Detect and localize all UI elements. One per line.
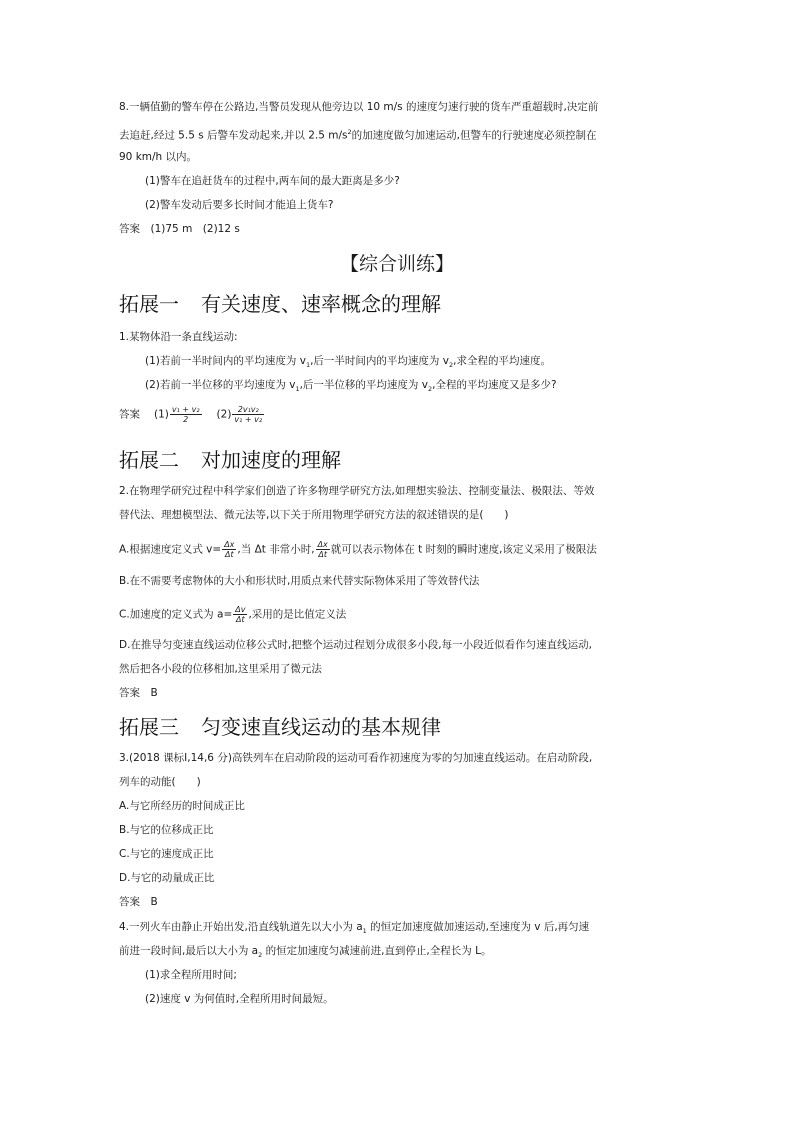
q8-line-1: 8.一辆值勤的警车停在公路边,当警员发现从他旁边以 10 m/s 的速度匀速行驶的货车严重超载时,决定前 xyxy=(119,101,599,113)
q8-part-2: (2)警车发动后要多长时间才能追上货车? xyxy=(145,199,334,211)
q4-part-1: (1)求全程所用时间; xyxy=(145,969,237,981)
q3-option-b: B.与它的位移成正比 xyxy=(119,824,214,836)
q3-answer: 答案 B xyxy=(119,896,158,908)
q3-option-c: C.与它的速度成正比 xyxy=(119,848,214,860)
q3-option-a: A.与它所经历的时间成正比 xyxy=(119,800,245,812)
q2-option-c: C.加速度的定义式为 a= $\frac{\Delta v}{\Delta t}$ ,采用的是比值定义法 xyxy=(119,605,347,624)
q2-option-a: A.根据速度定义式 v= $\frac{\Delta x}{\Delta t}$ ,当 Δt 非常小时, $\frac{\Delta x}{\Delta t}$ 就可以表示物体在 t 时刻的瞬时速度,该定义采用了极限法 xyxy=(119,540,597,559)
q2-option-d-line-2: 然后把各小段的位移相加,这里采用了微元法 xyxy=(119,663,322,675)
ext2-heading: 拓展二 对加速度的理解 xyxy=(119,448,341,472)
q2-answer: 答案 B xyxy=(119,687,158,699)
q2-option-b: B.在不需要考虑物体的大小和形状时,用质点来代替实际物体采用了等效替代法 xyxy=(119,575,480,587)
q4-part-2: (2)速度 v 为何值时,全程所用时间最短。 xyxy=(145,993,334,1005)
q8-answer: 答案 (1)75 m (2)12 s xyxy=(119,223,240,235)
q2-option-d-line-1: D.在推导匀变速直线运动位移公式时,把整个运动过程划分成很多小段,每一小段近似看作匀速直线运动, xyxy=(119,639,592,651)
q2-stem-line-1: 2.在物理学研究过程中科学家们创造了许多物理学研究方法,如理想实验法、控制变量法、极限法、等效 xyxy=(119,485,595,497)
section-title: 【综合训练】 xyxy=(339,253,454,275)
answer-fraction-1: $\frac{\text{v₁ + v₂}}{2}$ xyxy=(171,405,200,424)
q2-stem-line-2: 替代法、理想模型法、微元法等,以下关于所用物理学研究方法的叙述错误的是( ) xyxy=(119,509,509,521)
q4-stem-line-2: 前进一段时间,最后以大小为 $a_2$ 的恒定加速度匀减速前进,直到停止,全程长为 L。 xyxy=(119,945,492,960)
q1-part-2: (2)若前一半位移的平均速度为 $v_1$,后一半位移的平均速度为 $v_2$,全程的平均速度又是多少? xyxy=(145,379,557,394)
q3-stem-line-1: 3.(2018 课标Ⅰ,14,6 分)高铁列车在启动阶段的运动可看作初速度为零的匀加速直线运动。在启动阶段, xyxy=(119,752,593,764)
q1-part-1: (1)若前一半时间内的平均速度为 $v_1$,后一半时间内的平均速度为 $v_2$,求全程的平均速度。 xyxy=(145,355,551,370)
q8-line-3: 90 km/h 以内。 xyxy=(119,151,198,163)
answer-fraction-2: $\frac{\text{2v₁v₂}}{\text{v₁ + v₂}}$ xyxy=(234,405,263,424)
ext3-heading: 拓展三 匀变速直线运动的基本规律 xyxy=(119,715,441,739)
ext1-heading: 拓展一 有关速度、速率概念的理解 xyxy=(119,292,441,316)
q1-answer: 答案 (1) $\frac{\text{v₁ + v₂}}{2}$ (2) $\frac{\text{2v₁v₂}}{\text{v₁ + v₂}}$ xyxy=(119,405,263,424)
q8-part-1: (1)警车在追赶货车的过程中,两车间的最大距离是多少? xyxy=(145,175,400,187)
q8-line-2: 去追赶,经过 5.5 s 后警车发动起来,并以 2.5 $m/s^2$的加速度做匀加速运动,但警车的行驶速度必须控制在 xyxy=(119,128,597,142)
q4-stem-line-1: 4.一列火车由静止开始出发,沿直线轨道先以大小为 $a_1$ 的恒定加速度做加速运动,至速度为 v 后,再匀速 xyxy=(119,921,590,936)
q3-option-d: D.与它的动量成正比 xyxy=(119,872,215,884)
q1-stem: 1.某物体沿一条直线运动: xyxy=(119,331,238,343)
q3-stem-line-2: 列车的动能( ) xyxy=(119,776,201,788)
